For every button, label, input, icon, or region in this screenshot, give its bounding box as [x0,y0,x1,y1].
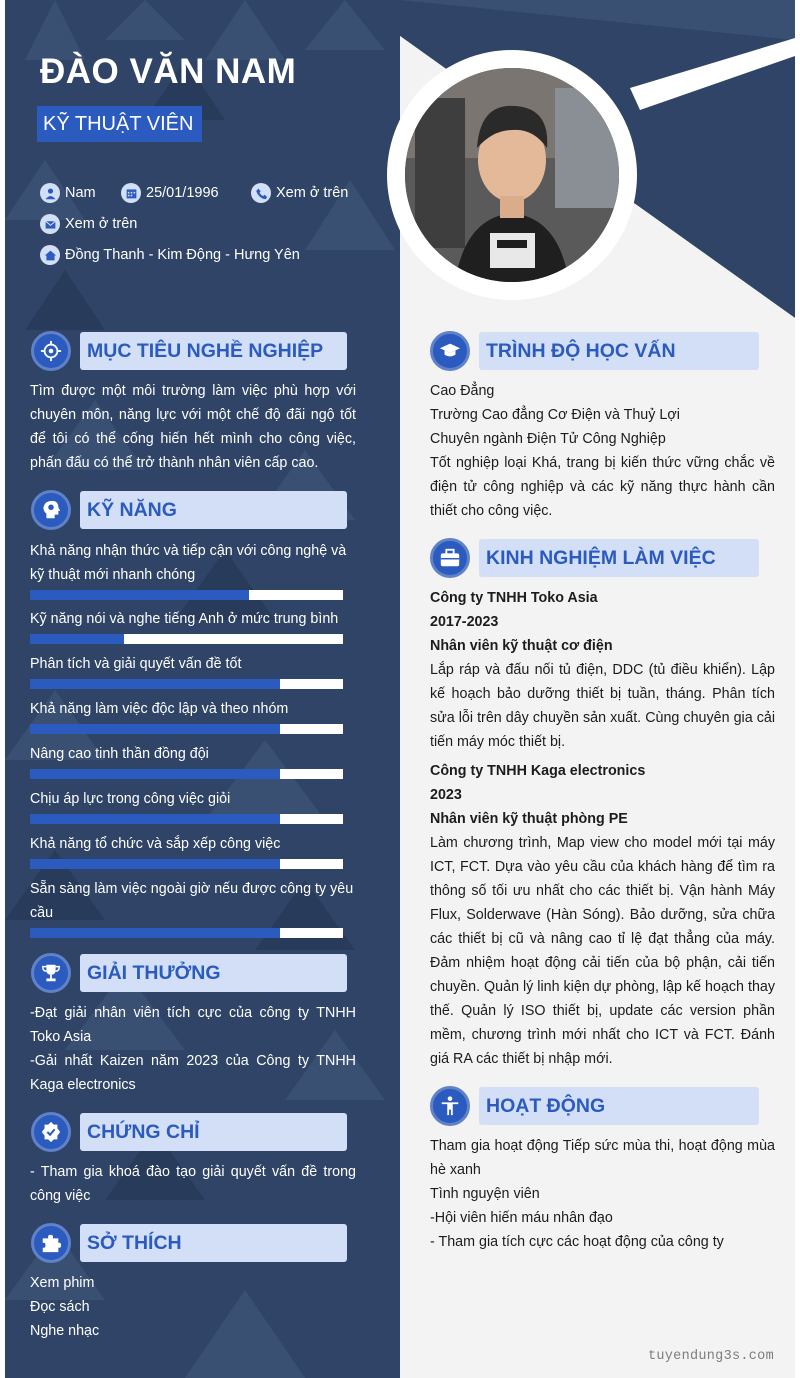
objective-text: Tìm được một môi trường làm việc phù hợp với chuyên môn, năng lực với một chế độ đãi ngộ tốt để tôi có thể cống hiến hết mình cho công việc, phấn đấu có thể trở thành nhân viên cấp cao. [30,383,356,471]
skill-level-fill [30,724,280,734]
hobby-item: Nghe nhạc [30,1323,100,1339]
education-desc: Tốt nghiệp loại Khá, trang bị kiến thức vững chắc về điện tử công nghiệp và các kỹ năng thực hành cần thiết cho công việc. [430,455,775,519]
skill-item [30,742,360,779]
skill-level-fill [30,679,280,689]
job-title-badge: KỸ THUẬT VIÊN [37,106,202,142]
activity-item: Tham gia hoạt động Tiếp sức mùa thi, hoạt động mùa hè xanh [430,1138,775,1178]
avatar [405,68,619,282]
home-icon [40,245,60,265]
experience-title: KINH NGHIỆM LÀM VIỆC [479,539,759,577]
skill-label: Nâng cao tinh thần đồng đội [30,746,209,762]
section-hobbies-header [31,1223,351,1263]
activity-item: - Tham gia tích cực các hoạt động của công ty [430,1234,724,1250]
skill-level-fill [30,590,249,600]
graduation-cap-icon [430,331,470,371]
education-title: TRÌNH ĐỘ HỌC VẤN [479,332,759,370]
skill-label: Kỹ năng nói và nghe tiếng Anh ở mức trung bình [30,611,339,627]
skill-level-fill [30,634,124,644]
section-education-header [430,331,762,371]
brain-head-icon [31,490,71,530]
skill-label: Khả năng tổ chức và sắp xếp công việc [30,836,281,852]
section-objective-header [31,331,351,371]
activity-item: -Hội viên hiến máu nhân đạo [430,1210,613,1226]
section-skills-header [31,490,351,530]
job-role: Nhân viên kỹ thuật phòng PE [430,811,628,827]
education-text [430,379,775,523]
skill-label: Khả năng làm việc độc lập và theo nhóm [30,701,289,717]
skill-label: Chịu áp lực trong công việc giỏi [30,791,231,807]
user-icon [40,183,60,203]
phone-icon [251,183,271,203]
activities-text [430,1134,775,1254]
award-item: -Gải nhất Kaizen năm 2023 của Công ty TNHH Kaga electronics [30,1053,356,1093]
contact-address [40,245,300,265]
skill-level-bar [30,769,343,779]
contact-gender [40,183,96,203]
job-period: 2023 [430,787,462,803]
watermark[interactable]: tuyendung3s.com [647,1349,774,1364]
gender-value: Nam [65,185,96,201]
education-school: Trường Cao đẳng Cơ Điện và Thuỷ Lợi [430,407,680,423]
award-item: -Đạt giải nhân viên tích cực của công ty TNHH Toko Asia [30,1005,356,1045]
avatar-portrait [405,68,619,282]
briefcase-icon [430,538,470,578]
skill-item [30,877,360,938]
mail-icon [40,214,60,234]
job-role: Nhân viên kỹ thuật cơ điện [430,638,613,654]
skill-level-fill [30,859,280,869]
person-icon [430,1086,470,1126]
trophy-icon [31,953,71,993]
activity-item: Tình nguyện viên [430,1186,540,1202]
skill-level-bar [30,859,343,869]
email-value[interactable]: Xem ở trên [65,216,138,232]
job-period: 2017-2023 [430,614,499,630]
job-company: Công ty TNHH Kaga electronics [430,763,646,779]
puzzle-icon [31,1223,71,1263]
skill-label: Khả năng nhận thức và tiếp cận với công nghệ và kỹ thuật mới nhanh chóng [30,543,347,583]
target-icon [31,331,71,371]
job-desc: Lắp ráp và đấu nối tủ điện, DDC (tủ điều khiển). Lập kế hoạch bảo dưỡng thiết bị tuần, tháng. Phân tích sửa lỗi trên dây chuyền sản xuất. Cùng chuyên gia cải tiến máy móc thiết bị. [430,662,775,750]
activities-title: HOẠT ĐỘNG [479,1087,759,1125]
skill-level-bar [30,679,343,689]
hobbies-title: SỞ THÍCH [80,1224,347,1262]
skill-level-fill [30,814,280,824]
skill-item [30,832,360,869]
birthday-value: 25/01/1996 [146,185,219,201]
job-desc: Làm chương trình, Map view cho model mới tại máy ICT, FCT. Dựa vào yêu cầu của khách hàng để tìm ra thông số tối ưu nhất cho các thiết bị. Vận hành Máy Flux, Solderwave (Hàn Sóng). Bảo dưỡng, sửa chữa các thiết bị cũ và nâng cao tỉ lệ đạt thẳng của máy. Đảm nhiệm hoạt động cải tiến của bộ phận, cải tiến chuyền. Quản lý linh kiện dự phòng, lập kế hoạch thay thế. Quản lý ISO thiết bị, update các version phần mềm, chương trình mới nhất cho ICT và FCT. Đánh giá RA các thiết bị nhập mới. [430,835,775,1067]
skill-item [30,607,360,644]
skill-level-bar [30,590,343,600]
skill-item [30,787,360,824]
badge-check-icon [31,1112,71,1152]
candidate-name: ĐÀO VĂN NAM [40,52,297,91]
skill-level-bar [30,814,343,824]
skill-level-bar [30,724,343,734]
hobby-item: Xem phim [30,1275,95,1291]
education-level: Cao Đẳng [430,383,495,399]
awards-title: GIẢI THƯỞNG [80,954,347,992]
hobbies-text [30,1271,356,1343]
phone-value[interactable]: Xem ở trên [276,185,349,201]
skill-item [30,697,360,734]
calendar-icon [121,183,141,203]
certificates-text: - Tham gia khoá đào tạo giải quyết vấn đề trong công việc [30,1164,356,1204]
hobby-item: Đọc sách [30,1299,90,1315]
skill-item [30,539,360,600]
section-experience-header [430,538,762,578]
address-value: Đồng Thanh - Kim Động - Hưng Yên [65,247,300,263]
awards-text [30,1001,356,1097]
contact-birthday [121,183,219,203]
objective-title: MỤC TIÊU NGHỀ NGHIỆP [80,332,347,370]
skills-title: KỸ NĂNG [80,491,347,529]
experience-job-1 [430,586,775,754]
skill-level-bar [30,928,343,938]
contact-phone [251,183,348,203]
skill-label: Sẵn sàng làm việc ngoài giờ nếu được công ty yêu cầu [30,881,354,921]
certificates-title: CHỨNG CHỈ [80,1113,347,1151]
experience-job-2 [430,759,775,1071]
skill-item [30,652,360,689]
skill-level-fill [30,769,280,779]
job-company: Công ty TNHH Toko Asia [430,590,598,606]
skill-label: Phân tích và giải quyết vấn đề tốt [30,656,242,672]
education-major: Chuyên ngành Điện Tử Công Nghiệp [430,431,666,447]
skill-level-bar [30,634,343,644]
section-activities-header [430,1086,762,1126]
contact-email [40,214,137,234]
section-certificates-header [31,1112,351,1152]
skill-level-fill [30,928,280,938]
section-awards-header [31,953,351,993]
